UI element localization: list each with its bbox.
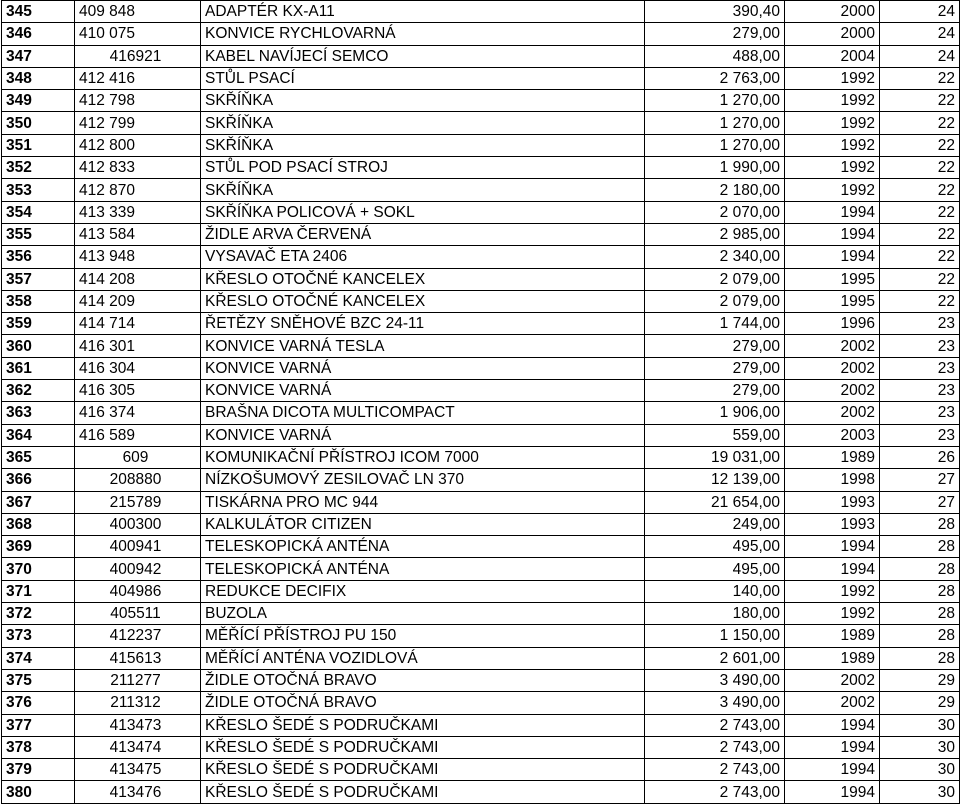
item-name: ŘETĚZY SNĚHOVÉ BZC 24-11 xyxy=(201,313,645,335)
row-number: 358 xyxy=(2,290,75,312)
item-price: 2 079,00 xyxy=(645,268,785,290)
table-row xyxy=(2,112,960,134)
table-row xyxy=(2,179,960,201)
item-name: KŘESLO ŠEDÉ S PODRUČKAMI xyxy=(201,759,645,781)
group-number: 22 xyxy=(880,201,960,223)
item-price: 279,00 xyxy=(645,335,785,357)
acquisition-year: 1993 xyxy=(785,491,880,513)
table-row xyxy=(2,469,960,491)
item-name: ŽIDLE OTOČNÁ BRAVO xyxy=(201,692,645,714)
item-name: TISKÁRNA PRO MC 944 xyxy=(201,491,645,513)
row-number: 361 xyxy=(2,357,75,379)
row-number: 367 xyxy=(2,491,75,513)
group-number: 27 xyxy=(880,491,960,513)
group-number: 30 xyxy=(880,781,960,803)
acquisition-year: 1992 xyxy=(785,603,880,625)
row-number: 348 xyxy=(2,67,75,89)
inventory-code: 609 xyxy=(75,446,201,468)
item-price: 488,00 xyxy=(645,45,785,67)
item-name: STŮL POD PSACÍ STROJ xyxy=(201,157,645,179)
item-price: 559,00 xyxy=(645,424,785,446)
table-row xyxy=(2,380,960,402)
table-row xyxy=(2,580,960,602)
row-number: 355 xyxy=(2,223,75,245)
inventory-code: 416921 xyxy=(75,45,201,67)
item-name: BUZOLA xyxy=(201,603,645,625)
item-price: 2 070,00 xyxy=(645,201,785,223)
inventory-code: 412237 xyxy=(75,625,201,647)
acquisition-year: 1994 xyxy=(785,536,880,558)
group-number: 23 xyxy=(880,424,960,446)
acquisition-year: 1993 xyxy=(785,513,880,535)
table-row xyxy=(2,625,960,647)
inventory-code: 400942 xyxy=(75,558,201,580)
row-number: 345 xyxy=(2,1,75,23)
group-number: 22 xyxy=(880,112,960,134)
item-price: 12 139,00 xyxy=(645,469,785,491)
inventory-code: 413 948 xyxy=(75,246,201,268)
inventory-code: 413 339 xyxy=(75,201,201,223)
item-name: BRAŠNA DICOTA MULTICOMPACT xyxy=(201,402,645,424)
item-name: KŘESLO OTOČNÉ KANCELEX xyxy=(201,268,645,290)
item-name: NÍZKOŠUMOVÝ ZESILOVAČ LN 370 xyxy=(201,469,645,491)
table-row xyxy=(2,424,960,446)
inventory-code: 414 209 xyxy=(75,290,201,312)
item-name: VYSAVAČ ETA 2406 xyxy=(201,246,645,268)
inventory-table xyxy=(1,0,960,804)
item-name: ADAPTÉR KX-A11 xyxy=(201,1,645,23)
inventory-code: 400300 xyxy=(75,513,201,535)
row-number: 378 xyxy=(2,736,75,758)
table-row xyxy=(2,402,960,424)
table-row xyxy=(2,223,960,245)
item-name: KŘESLO OTOČNÉ KANCELEX xyxy=(201,290,645,312)
acquisition-year: 1989 xyxy=(785,647,880,669)
group-number: 28 xyxy=(880,603,960,625)
acquisition-year: 1994 xyxy=(785,714,880,736)
group-number: 23 xyxy=(880,357,960,379)
item-price: 390,40 xyxy=(645,1,785,23)
acquisition-year: 1992 xyxy=(785,580,880,602)
group-number: 30 xyxy=(880,759,960,781)
item-price: 1 270,00 xyxy=(645,90,785,112)
inventory-table-body xyxy=(2,1,960,804)
row-number: 372 xyxy=(2,603,75,625)
item-name: TELESKOPICKÁ ANTÉNA xyxy=(201,558,645,580)
item-name: KOMUNIKAČNÍ PŘÍSTROJ ICOM 7000 xyxy=(201,446,645,468)
group-number: 23 xyxy=(880,313,960,335)
group-number: 22 xyxy=(880,90,960,112)
group-number: 30 xyxy=(880,736,960,758)
row-number: 359 xyxy=(2,313,75,335)
group-number: 28 xyxy=(880,558,960,580)
acquisition-year: 1992 xyxy=(785,90,880,112)
table-row xyxy=(2,201,960,223)
table-row xyxy=(2,736,960,758)
group-number: 22 xyxy=(880,157,960,179)
acquisition-year: 1995 xyxy=(785,268,880,290)
item-name: ŽIDLE ARVA ČERVENÁ xyxy=(201,223,645,245)
row-number: 370 xyxy=(2,558,75,580)
table-row xyxy=(2,268,960,290)
table-row xyxy=(2,357,960,379)
row-number: 369 xyxy=(2,536,75,558)
inventory-code: 413476 xyxy=(75,781,201,803)
group-number: 22 xyxy=(880,268,960,290)
item-price: 1 150,00 xyxy=(645,625,785,647)
item-name: MĚŘÍCÍ ANTÉNA VOZIDLOVÁ xyxy=(201,647,645,669)
item-name: KŘESLO ŠEDÉ S PODRUČKAMI xyxy=(201,781,645,803)
item-name: KONVICE VARNÁ TESLA xyxy=(201,335,645,357)
acquisition-year: 1992 xyxy=(785,179,880,201)
item-price: 2 743,00 xyxy=(645,714,785,736)
inventory-code: 415613 xyxy=(75,647,201,669)
item-price: 249,00 xyxy=(645,513,785,535)
acquisition-year: 1992 xyxy=(785,157,880,179)
acquisition-year: 2004 xyxy=(785,45,880,67)
acquisition-year: 1996 xyxy=(785,313,880,335)
group-number: 22 xyxy=(880,246,960,268)
item-name: SKŘÍŇKA POLICOVÁ + SOKL xyxy=(201,201,645,223)
item-price: 2 340,00 xyxy=(645,246,785,268)
inventory-code: 412 833 xyxy=(75,157,201,179)
group-number: 24 xyxy=(880,23,960,45)
item-price: 2 743,00 xyxy=(645,759,785,781)
acquisition-year: 1994 xyxy=(785,781,880,803)
group-number: 28 xyxy=(880,536,960,558)
item-price: 495,00 xyxy=(645,558,785,580)
acquisition-year: 1994 xyxy=(785,558,880,580)
inventory-code: 404986 xyxy=(75,580,201,602)
inventory-code: 416 374 xyxy=(75,402,201,424)
inventory-code: 416 589 xyxy=(75,424,201,446)
item-price: 19 031,00 xyxy=(645,446,785,468)
acquisition-year: 1992 xyxy=(785,134,880,156)
group-number: 22 xyxy=(880,290,960,312)
row-number: 373 xyxy=(2,625,75,647)
table-row xyxy=(2,669,960,691)
group-number: 22 xyxy=(880,67,960,89)
group-number: 28 xyxy=(880,647,960,669)
group-number: 29 xyxy=(880,669,960,691)
item-name: ŽIDLE OTOČNÁ BRAVO xyxy=(201,669,645,691)
row-number: 364 xyxy=(2,424,75,446)
inventory-code: 412 870 xyxy=(75,179,201,201)
item-name: KALKULÁTOR CITIZEN xyxy=(201,513,645,535)
row-number: 350 xyxy=(2,112,75,134)
acquisition-year: 2002 xyxy=(785,692,880,714)
item-price: 1 906,00 xyxy=(645,402,785,424)
acquisition-year: 2002 xyxy=(785,669,880,691)
group-number: 23 xyxy=(880,380,960,402)
table-row xyxy=(2,781,960,803)
inventory-code: 412 799 xyxy=(75,112,201,134)
item-price: 1 270,00 xyxy=(645,112,785,134)
row-number: 371 xyxy=(2,580,75,602)
inventory-code: 211312 xyxy=(75,692,201,714)
table-row xyxy=(2,1,960,23)
item-price: 279,00 xyxy=(645,380,785,402)
item-name: SKŘÍŇKA xyxy=(201,90,645,112)
item-price: 1 744,00 xyxy=(645,313,785,335)
acquisition-year: 2000 xyxy=(785,1,880,23)
inventory-code: 412 798 xyxy=(75,90,201,112)
row-number: 380 xyxy=(2,781,75,803)
row-number: 368 xyxy=(2,513,75,535)
item-name: REDUKCE DECIFIX xyxy=(201,580,645,602)
group-number: 23 xyxy=(880,335,960,357)
item-price: 2 601,00 xyxy=(645,647,785,669)
item-name: KŘESLO ŠEDÉ S PODRUČKAMI xyxy=(201,736,645,758)
table-row xyxy=(2,558,960,580)
row-number: 379 xyxy=(2,759,75,781)
table-row xyxy=(2,692,960,714)
acquisition-year: 1995 xyxy=(785,290,880,312)
inventory-code: 413475 xyxy=(75,759,201,781)
acquisition-year: 2002 xyxy=(785,335,880,357)
item-price: 180,00 xyxy=(645,603,785,625)
item-price: 3 490,00 xyxy=(645,692,785,714)
item-name: SKŘÍŇKA xyxy=(201,134,645,156)
inventory-code: 414 714 xyxy=(75,313,201,335)
row-number: 357 xyxy=(2,268,75,290)
inventory-code: 414 208 xyxy=(75,268,201,290)
table-row xyxy=(2,290,960,312)
item-name: TELESKOPICKÁ ANTÉNA xyxy=(201,536,645,558)
row-number: 354 xyxy=(2,201,75,223)
row-number: 356 xyxy=(2,246,75,268)
acquisition-year: 1994 xyxy=(785,759,880,781)
group-number: 29 xyxy=(880,692,960,714)
acquisition-year: 2000 xyxy=(785,23,880,45)
item-name: SKŘÍŇKA xyxy=(201,112,645,134)
item-price: 1 990,00 xyxy=(645,157,785,179)
item-price: 2 743,00 xyxy=(645,781,785,803)
inventory-code: 416 301 xyxy=(75,335,201,357)
row-number: 346 xyxy=(2,23,75,45)
table-row xyxy=(2,491,960,513)
table-row xyxy=(2,513,960,535)
row-number: 377 xyxy=(2,714,75,736)
group-number: 22 xyxy=(880,179,960,201)
table-row xyxy=(2,759,960,781)
item-price: 279,00 xyxy=(645,357,785,379)
item-name: KONVICE RYCHLOVARNÁ xyxy=(201,23,645,45)
inventory-code: 215789 xyxy=(75,491,201,513)
row-number: 366 xyxy=(2,469,75,491)
row-number: 362 xyxy=(2,380,75,402)
row-number: 365 xyxy=(2,446,75,468)
group-number: 28 xyxy=(880,625,960,647)
table-row xyxy=(2,90,960,112)
acquisition-year: 1998 xyxy=(785,469,880,491)
item-name: STŮL PSACÍ xyxy=(201,67,645,89)
inventory-code: 416 305 xyxy=(75,380,201,402)
inventory-code: 400941 xyxy=(75,536,201,558)
table-row xyxy=(2,157,960,179)
group-number: 26 xyxy=(880,446,960,468)
row-number: 349 xyxy=(2,90,75,112)
row-number: 375 xyxy=(2,669,75,691)
inventory-code: 410 075 xyxy=(75,23,201,45)
item-price: 2 079,00 xyxy=(645,290,785,312)
table-row xyxy=(2,647,960,669)
item-name: SKŘÍŇKA xyxy=(201,179,645,201)
item-price: 140,00 xyxy=(645,580,785,602)
acquisition-year: 2002 xyxy=(785,402,880,424)
inventory-code: 211277 xyxy=(75,669,201,691)
inventory-code: 413 584 xyxy=(75,223,201,245)
acquisition-year: 1992 xyxy=(785,67,880,89)
acquisition-year: 1992 xyxy=(785,112,880,134)
inventory-code: 412 800 xyxy=(75,134,201,156)
item-name: KABEL NAVÍJECÍ SEMCO xyxy=(201,45,645,67)
row-number: 374 xyxy=(2,647,75,669)
inventory-code: 208880 xyxy=(75,469,201,491)
acquisition-year: 1994 xyxy=(785,223,880,245)
row-number: 353 xyxy=(2,179,75,201)
item-price: 2 743,00 xyxy=(645,736,785,758)
item-price: 2 985,00 xyxy=(645,223,785,245)
item-price: 2 763,00 xyxy=(645,67,785,89)
item-price: 1 270,00 xyxy=(645,134,785,156)
table-row xyxy=(2,45,960,67)
table-row xyxy=(2,134,960,156)
item-price: 495,00 xyxy=(645,536,785,558)
item-name: KONVICE VARNÁ xyxy=(201,380,645,402)
table-row xyxy=(2,246,960,268)
inventory-code: 413474 xyxy=(75,736,201,758)
group-number: 28 xyxy=(880,580,960,602)
group-number: 27 xyxy=(880,469,960,491)
acquisition-year: 1989 xyxy=(785,446,880,468)
row-number: 376 xyxy=(2,692,75,714)
table-row xyxy=(2,313,960,335)
acquisition-year: 1994 xyxy=(785,736,880,758)
row-number: 351 xyxy=(2,134,75,156)
group-number: 22 xyxy=(880,223,960,245)
acquisition-year: 2002 xyxy=(785,380,880,402)
group-number: 22 xyxy=(880,134,960,156)
item-name: KONVICE VARNÁ xyxy=(201,424,645,446)
inventory-code: 413473 xyxy=(75,714,201,736)
inventory-code: 412 416 xyxy=(75,67,201,89)
acquisition-year: 1994 xyxy=(785,201,880,223)
group-number: 30 xyxy=(880,714,960,736)
acquisition-year: 2003 xyxy=(785,424,880,446)
item-name: KŘESLO ŠEDÉ S PODRUČKAMI xyxy=(201,714,645,736)
table-row xyxy=(2,23,960,45)
group-number: 28 xyxy=(880,513,960,535)
row-number: 347 xyxy=(2,45,75,67)
table-row xyxy=(2,446,960,468)
item-price: 21 654,00 xyxy=(645,491,785,513)
group-number: 24 xyxy=(880,1,960,23)
acquisition-year: 1994 xyxy=(785,246,880,268)
item-price: 3 490,00 xyxy=(645,669,785,691)
table-row xyxy=(2,67,960,89)
inventory-code: 405511 xyxy=(75,603,201,625)
item-name: KONVICE VARNÁ xyxy=(201,357,645,379)
acquisition-year: 2002 xyxy=(785,357,880,379)
row-number: 363 xyxy=(2,402,75,424)
item-price: 2 180,00 xyxy=(645,179,785,201)
group-number: 24 xyxy=(880,45,960,67)
table-row xyxy=(2,536,960,558)
table-row xyxy=(2,603,960,625)
inventory-code: 409 848 xyxy=(75,1,201,23)
item-price: 279,00 xyxy=(645,23,785,45)
row-number: 360 xyxy=(2,335,75,357)
row-number: 352 xyxy=(2,157,75,179)
acquisition-year: 1989 xyxy=(785,625,880,647)
item-name: MĚŘÍCÍ PŘÍSTROJ PU 150 xyxy=(201,625,645,647)
table-row xyxy=(2,335,960,357)
inventory-code: 416 304 xyxy=(75,357,201,379)
table-row xyxy=(2,714,960,736)
group-number: 23 xyxy=(880,402,960,424)
